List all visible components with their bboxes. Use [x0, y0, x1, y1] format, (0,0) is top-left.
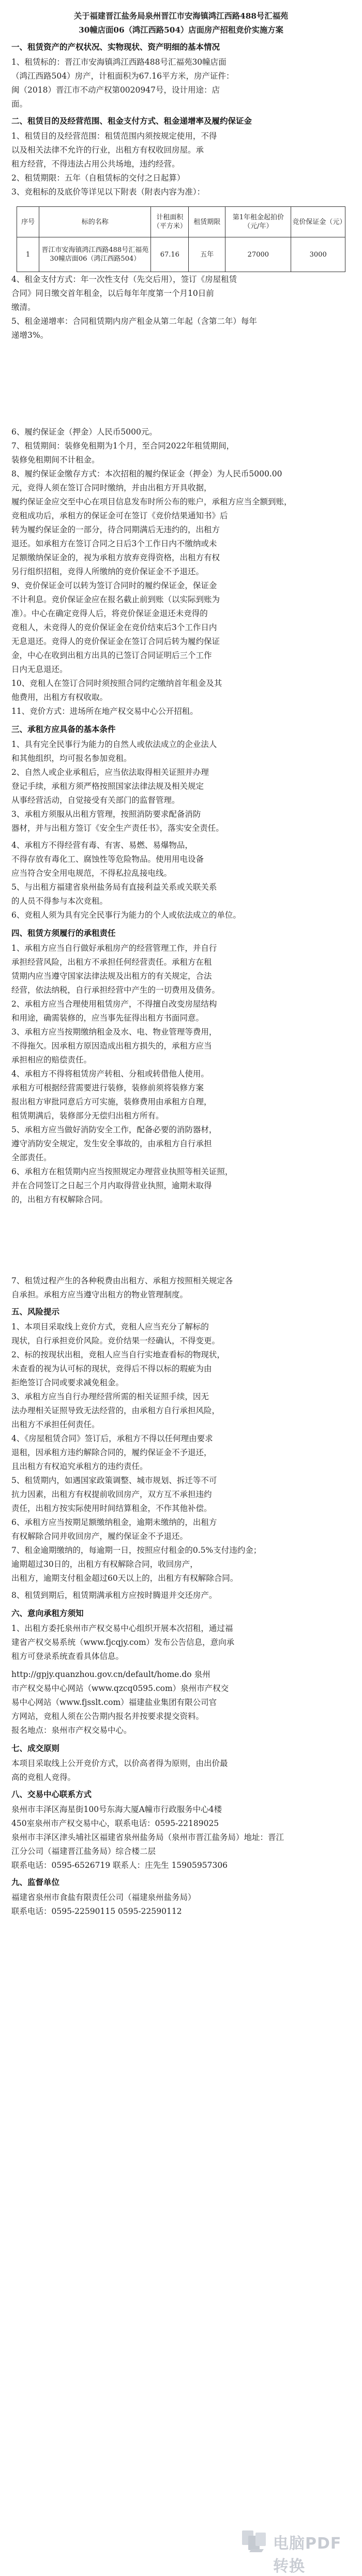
paragraph-line: 8、履约保证金缴存方式：本次招租的履约保证金（押金）为人民币5000.00: [11, 469, 282, 478]
paragraph-line: 2、承租方应当合理使用租赁房产，不得擅自改变房屋结构: [11, 999, 217, 1009]
table-cell: 1: [17, 237, 39, 272]
watermark: [238, 2525, 357, 2575]
table-header-cell: 第1年租金起拍价（元/年）: [225, 207, 291, 237]
paragraph-line: 元，竞得人须在签订合同时缴纳，并由出租方开具收据，: [11, 483, 212, 492]
paragraph-line: 未查看的视为认可标的现状，竞得后不得以标的瑕疵为由: [11, 1364, 212, 1373]
table-row: [17, 237, 345, 272]
paragraph-line: 租方可登录系统查看具体信息。: [11, 1652, 124, 1661]
paragraph-line: 10、竞租人在签订合同时须按照合同约定缴纳首年租金及其: [11, 679, 222, 688]
paragraph-line: 且出租方有权追究承租方的违约责任。: [11, 1462, 148, 1471]
paragraph-line: 3、竞租标的及底价等详见以下附表（附表内容为准）：: [11, 187, 205, 197]
paragraph-line: 高的竞租人竞得。: [11, 1773, 76, 1782]
paragraph-line: 准）。中心在确定竞得人后，将竞价保证金退还未竞得的: [11, 609, 208, 618]
paragraph-line: http://gpjy.quanzhou.gov.cn/default/home.do 泉州: [11, 1670, 210, 1679]
paragraph-line: 器材，并与出租方签订《安全生产责任书》，落实安全责任。: [11, 823, 224, 833]
paragraph-line: 退还。如承租方在签订合同之日后3个工作日内不缴纳或未: [11, 539, 217, 548]
paragraph-line: 承担经营风险，出租方不承担任何经营责任。承租方在租: [11, 957, 212, 967]
table-cell: 67.16: [151, 237, 189, 272]
paragraph-line: 递增3%。: [11, 331, 49, 340]
paragraph-line: 退租，因承租方违约解除合同的，履约保证金不予退还，: [11, 1448, 212, 1457]
paragraph-line: 日内无息退还。: [11, 665, 68, 674]
paragraph-line: 抗力因素，出租方有权提前收回房产，双方互不承担违约: [11, 1490, 212, 1499]
paragraph-line: 金，中心在收到出租方出具的已签订合同证明后三个工作: [11, 651, 212, 660]
paragraph-line: 2、自然人或企业承租后，应当依法取得相关证照并办理: [11, 768, 209, 777]
paragraph-line: 8、租赁到期后，租赁期满承租方应按时腾退并交还房产。: [11, 1591, 217, 1600]
table-header-cell: 租赁期限: [189, 207, 225, 237]
paragraph-line: 不得存放有毒化工、腐蚀性等危险物品。使用用电设备: [11, 855, 204, 864]
paragraph-line: 1、租赁目的及经营范围：租赁范围内须按规定使用，不得: [11, 131, 217, 141]
paragraph-line: 7、租赁过程产生的各种税费由出租方、承租方按照相关规定各: [11, 1276, 233, 1285]
section-heading: 四、租赁方须履行的承租责任: [11, 928, 116, 938]
paragraph-line: 2、标的按现状出租，竞租人应当自行实地查看标的物现状，: [11, 1350, 225, 1359]
table-header-cell: 竞价保证金（元）: [291, 207, 345, 237]
section-heading: 八、交易中心联系方式: [11, 1789, 92, 1799]
paragraph-line: 3、承租方应当按期缴纳租金及水、电、物业管理等费用，: [11, 1027, 217, 1037]
paragraph-line: 报出租方审批同意后方可实施，装修费用由承租方自理，: [11, 1097, 212, 1106]
pdf-converter-logo-icon: [241, 2528, 268, 2554]
paragraph-line: 4、承租方不得将租赁房产转租、分租或转借他人使用。: [11, 1069, 209, 1079]
paragraph-line: 应当符合安全用电规范，不得私拉乱接电线。: [11, 868, 172, 878]
section-heading: 六、意向承租方须知: [11, 1608, 84, 1618]
table-cell: 五年: [189, 237, 225, 272]
paragraph-line: 另行组织招租，竞得人所缴纳的竞价保证金不予退还。: [11, 567, 204, 576]
paragraph-line: 11、竞价方式：进场所在地产权交易中心公开招租。: [11, 707, 198, 716]
paragraph-line: 登记手续，承租方须严格按照国家法律法规及相关规定: [11, 782, 204, 791]
paragraph-line: 泉州市丰泽区津头埔社区福建省泉州盐务局（泉州市晋江盐务局）地址：晋江: [11, 1833, 284, 1842]
paragraph-line: 4、《房屋租赁合同》签订后，承租方不得以任何理由要求: [11, 1434, 213, 1443]
table-header-cell: 序号: [17, 207, 39, 237]
paragraph-line: 报名地点：泉州市产权交易中心。: [11, 1726, 132, 1735]
section-heading: 九、监督单位: [11, 1877, 60, 1887]
paragraph-line: 赁期内应当遵守国家法律法规及出租方的有关规定，合法: [11, 971, 212, 981]
paragraph-line: 现状，自行承担竞价风险。竞价结果一经确认，不得变更。: [11, 1336, 220, 1345]
section-heading: 七、成交原则: [11, 1743, 60, 1753]
section-heading: 一、租赁资产的产权状况、实物现状、资产明细的基本情况: [11, 42, 220, 52]
paragraph-line: 自承担。承租方应当遵守出租方的物业管理制度。: [11, 1290, 188, 1299]
paragraph-line: 闽（2018）晋江市不动产权第0020947号，设计用途：店: [11, 85, 220, 95]
paragraph-line: 不得拖欠。因承租方原因造成出租方损失的，承租方应当: [11, 1041, 212, 1051]
paragraph-line: 易中心网站（www.fjsslt.com）福建盐业集团有限公司官: [11, 1698, 217, 1707]
paragraph-line: 联系电话：0595-22590115 0595-22590112: [11, 1907, 182, 1916]
paragraph-line: 2、租赁期限：五年（自租赁标的交付之日起算）: [11, 173, 185, 183]
paragraph-line: 出租方，逾期支付租金超过60天以上的，出租方有权解除合同。: [11, 1574, 238, 1583]
paragraph-line: 竞租人，未竞得人的竞价保证金在竞价结束后3个工作日内: [11, 623, 217, 632]
paragraph-line: 市产权交易中心网站（www.qzcq0595.com）泉州市产权交: [11, 1684, 229, 1693]
paragraph-line: 合同》同日缴交首年租金，以后每年年度第一个月10日前: [11, 289, 214, 298]
paragraph-line: 拒绝签订合同或要求减免租金。: [11, 1378, 124, 1387]
paragraph-line: 3、承租方应当自行办理经营所需的相关证照手续，因无: [11, 1392, 209, 1401]
table-header-row: [17, 207, 345, 237]
paragraph-line: 缴清。: [11, 303, 36, 312]
section-heading: 三、承租方应具备的基本条件: [11, 724, 116, 734]
paragraph-line: 1、本项目采取线上竞价方式，竞租人应当充分了解标的: [11, 1322, 209, 1331]
paragraph-line: 7、租金逾期缴纳的，每逾期一日，按照应付租金的0.5%支付违约金；: [11, 1546, 262, 1555]
paragraph-line: 足额缴纳保证金的，视为承租方放弃竞得资格，出租方有权: [11, 553, 220, 562]
paragraph-line: 江分公司（福建晋江盐务局）综合楼二层: [11, 1847, 156, 1856]
paragraph-line: 逾期超过30日的，出租方有权解除合同，收回房产，: [11, 1560, 198, 1569]
paragraph-line: 的，出租方有权解除合同。: [11, 1195, 108, 1204]
paragraph-line: 1、租赁标的：晋江市安海镇鸿江西路488号汇福苑30幢店面: [11, 57, 227, 67]
table-cell: 晋江市安海镇鸿江西路488号汇福苑30幢店面06（鸿江西路504）: [39, 237, 151, 272]
paragraph-line: 6、履约保证金（押金）人民币5000元。: [11, 427, 157, 437]
paragraph-line: 全部责任。: [11, 1153, 52, 1162]
paragraph-line: 租方经营，不得违法占用公共场地，违约经营。: [11, 159, 180, 169]
paragraph-line: 租赁期满后，装修部分无偿归出租方所有。: [11, 1111, 164, 1120]
paragraph-line: 3、承租方须服从出租方管理，按照消防要求配备消防: [11, 810, 201, 819]
paragraph-line: 竞租成功后，承租方的保证金可在签订《竞价结果通知书》后: [11, 511, 228, 520]
paragraph-line: 装修免租期间不计租金。: [11, 455, 100, 465]
paragraph-line: 福建省泉州市食盐有限责任公司（福建泉州盐务局）: [11, 1893, 196, 1902]
paragraph-line: 5、与出租方福建省泉州盐务局有直接利益关系或关联关系: [11, 882, 217, 892]
paragraph-line: 的人员不得参与本次竞租。: [11, 896, 108, 906]
paragraph-line: 1、具有完全民事行为能力的自然人或依法成立的企业法人: [11, 740, 217, 749]
paragraph-line: 法办理相关证照导致无法经营的，由承租方自行承担风险，: [11, 1406, 220, 1415]
paragraph-line: 责任，出租方按实际使用时间结算租金，不作其他补偿。: [11, 1504, 212, 1513]
doc-title: 关于福建晋江盐务局泉州晋江市安海镇鸿江西路488号汇福苑: [73, 11, 289, 21]
paragraph-line: 5、租金递增率：合同租赁期内房产租金从第二年起（含第二年）每年: [11, 317, 257, 326]
section-heading: 二、租赁目的及经营范围、租金支付方式、租金递增率及履约保证金: [11, 116, 252, 126]
paragraph-line: 面。: [11, 99, 28, 109]
watermark-text: 电脑PDF转换: [273, 2535, 342, 2575]
paragraph-line: 转为履约保证金的一部分，待合同期满后无违约的，出租方: [11, 525, 220, 534]
paragraph-line: 从事经营活动，自觉接受有关部门的监督管理。: [11, 796, 180, 805]
paragraph-line: 遵守消防安全规定，发生安全事故的，由承租方自行承担: [11, 1139, 212, 1148]
paragraph-line: 5、承租方应当做好消防安全工作，配备必要的消防器材，: [11, 1125, 217, 1134]
table-cell: 3000: [291, 237, 345, 272]
paragraph-line: 以及相关法律不允许的行业，出租方有权收回房屋。承: [11, 145, 204, 155]
paragraph-line: 4、承租方不得经营有毒、有害、易燃、易爆物品，: [11, 841, 193, 850]
paragraph-line: 本项目采取线上公开竞价方式，以价高者得为原则，由出价最: [11, 1759, 228, 1768]
paragraph-line: 泉州市丰泽区海星街100号东海大厦A幢市行政服务中心4楼: [11, 1805, 222, 1814]
paragraph-line: 无息退还。竞得人的竞价保证金在签订合同后转为履约保证: [11, 637, 220, 646]
paragraph-line: 6、承租方在租赁期内应当按照规定办理营业执照等相关证照，: [11, 1167, 233, 1176]
paragraph-line: 方网站，竞租人须在公告期内报名并按要求提交资料。: [11, 1712, 204, 1721]
paragraph-line: 6、竞租人须为具有完全民事行为能力的个人或依法成立的单位。: [11, 910, 241, 920]
paragraph-line: 9、竞价保证金可以转为签订合同时的履约保证金，保证金: [11, 581, 217, 590]
paragraph-line: 1、出租方委托泉州市产权交易中心组织开展本次招租，通过福: [11, 1624, 233, 1633]
paragraph-line: 并在合同签订之日起三个月内取得营业执照，逾期未取得: [11, 1181, 212, 1190]
paragraph-line: 不计利息。竞价保证金应在报名截止前到账（以实际到账为: [11, 595, 220, 604]
paragraph-line: 7、租赁期间：装修免租期为1个月，至合同2022年租赁期间，: [11, 441, 235, 451]
table-header-cell: 计租面积（平方米）: [151, 207, 189, 237]
paragraph-line: 和用途，确需装修的，应当事先征得出租方书面同意。: [11, 1013, 204, 1023]
paragraph-line: 6、承租方应当按期足额缴纳租金，逾期未缴纳的，出租方: [11, 1518, 217, 1527]
paragraph-line: 1、承租方应当自行做好承租房产的经营管理工作，并自行: [11, 943, 217, 953]
paragraph-line: 450室泉州市产权交易中心，联系电话：0595-22189025: [11, 1819, 219, 1828]
paragraph-line: 承租方可根据经营需要进行装修，装修前须将装修方案: [11, 1083, 204, 1092]
table-cell: 27000: [225, 237, 291, 272]
paragraph-line: 经营，依法纳税，自行承担经营中产生的一切费用及债务。: [11, 985, 220, 995]
paragraph-line: 5、租赁期内，如遇国家政策调整、城市规划、拆迁等不可: [11, 1476, 217, 1485]
paragraph-line: 他费用，出租方有权收取。: [11, 693, 108, 702]
paragraph-line: 4、租金支付方式：年一次性支付（先交后用），签订《房屋租赁: [11, 275, 237, 284]
doc-title: 30幢店面06（鸿江西路504）店面房产招租竞价实施方案: [79, 25, 283, 35]
section-heading: 五、风险提示: [11, 1307, 60, 1316]
paragraph-line: 承担相应的赔偿责任。: [11, 1055, 92, 1065]
table-header-cell: 标的名称: [39, 207, 151, 237]
paragraph-line: 和其他组织，均可报名参加竞租。: [11, 754, 132, 763]
paragraph-line: 履约保证金应交至中心在项目信息发布时所公布的账户，承租方应当全额到账，: [11, 497, 292, 506]
paragraph-line: 有权解除合同并收回房产，履约保证金不予退还。: [11, 1532, 188, 1541]
paragraph-line: 建省产权交易系统（www.fjcqjy.com）发布公告信息，意向承: [11, 1638, 235, 1647]
paragraph-line: 出租方不承担任何责任。: [11, 1420, 100, 1429]
paragraph-line: 联系电话：0595-6526719 联系人：庄先生 15905957306: [11, 1861, 228, 1870]
paragraph-line: （鸿江西路504）房产，计租面积为67.16平方米，房产证件：: [11, 71, 234, 81]
lease-items-table: [17, 206, 345, 272]
